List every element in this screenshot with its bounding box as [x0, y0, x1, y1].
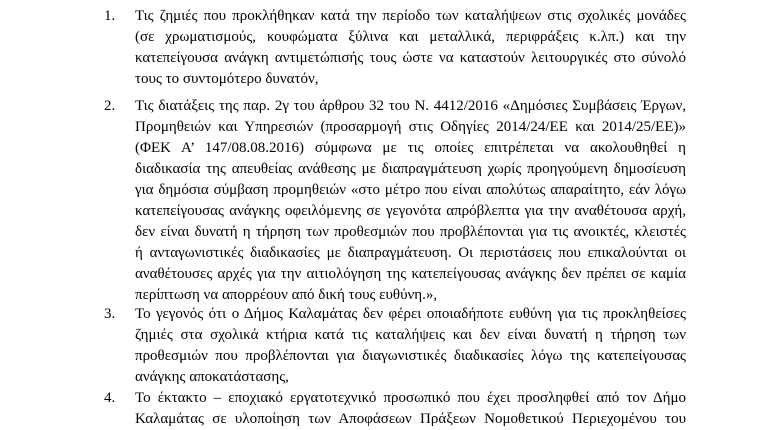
list-item-text-line: (σε χρωματισμούς, κουφώματα ξύλινα και μεταλλικά, περιφράξεις κ.λπ.) και την: [135, 29, 686, 45]
list-item-text-line: ζημιές στα σχολικά κτήρια κατά τις καταλήψεις και δεν είναι δυνατή η τήρηση των: [135, 327, 686, 343]
list-item-text-line: (ΦΕΚ Α’ 147/08.08.2016) σύμφωνα με τις οποίες επιτρέπεται να ακολουθηθεί η: [135, 140, 686, 156]
list-item-text-line: Τις ζημιές που προκλήθηκαν κατά την περίοδο των καταλήψεων στις σχολικές μονάδες: [135, 8, 686, 24]
list-item-number: 4.: [104, 390, 116, 406]
list-item-text-line: Καλαμάτας σε υλοποίηση των Αποφάσεων Πράξεων Νομοθετικού Περιεχομένου του: [135, 411, 686, 427]
list-item-text-line: ανάγκης αποκατάστασης,: [135, 369, 289, 385]
list-item-text-line: προθεσμιών που προβλέπονται για διαγωνιστικές διαδικασίες λόγω της κατεπείγουσας: [135, 348, 686, 364]
list-item-text-line: περίπτωση να απορρέουν από δική τους ευθύνη.»,: [135, 287, 438, 303]
list-item-text-line: διαδικασία της απευθείας ανάθεσης με διαπραγμάτευση χωρίς προηγούμενη δημοσίευση: [135, 161, 686, 177]
list-item-text-line: δεν είναι δυνατή η τήρηση των προθεσμιών που προβλέπονται για τις ανοικτές, κλειστές: [135, 224, 686, 240]
list-item-text-line: κατεπείγουσας ανάγκης οφειλόμενης σε γεγονότα απρόβλεπτα για την αναθέτουσα αρχή,: [135, 203, 686, 219]
list-item-text-line: κατεπείγουσα ανάγκη αντιμετώπισής τους ώστε να καταστούν λειτουργικές στο σύνολό: [135, 50, 686, 66]
list-item-text-line: για δημόσια σύμβαση προμηθειών «στο μέτρο που είναι απολύτως απαραίτητο, εάν λόγω: [135, 182, 686, 198]
list-item-text-line: ή ανταγωνιστικές διαδικασίες με διαπραγμάτευση. Οι περιστάσεις που επικαλούνται οι: [135, 245, 686, 261]
list-item-text-line: Τις διατάξεις της παρ. 2γ του άρθρου 32 του Ν. 4412/2016 «Δημόσιες Συμβάσεις Έργων,: [135, 98, 686, 114]
list-item-number: 3.: [104, 306, 116, 322]
list-item-text-line: Το γεγονός ότι ο Δήμος Καλαμάτας δεν φέρει οποιαδήποτε ευθύνη για τις προκληθείσες: [135, 306, 686, 322]
list-item-number: 1.: [104, 8, 116, 24]
list-item-text-line: Προμηθειών και Υπηρεσιών (προσαρμογή στις Οδηγίες 2014/24/ΕΕ και 2014/25/ΕΕ)»: [135, 119, 686, 135]
list-item-text-line: τους το συντομότερο δυνατόν,: [135, 71, 319, 87]
list-item-text-line: Το έκτακτο – εποχιακό εργατοτεχνικό προσωπικό που έχει προσληφθεί από τον Δήμο: [135, 390, 686, 406]
list-item-text-line: αναθέτουσες αρχές για την αιτιολόγηση της κατεπείγουσας ανάγκης δεν πρέπει σε καμία: [135, 266, 686, 282]
list-item-number: 2.: [104, 98, 116, 114]
